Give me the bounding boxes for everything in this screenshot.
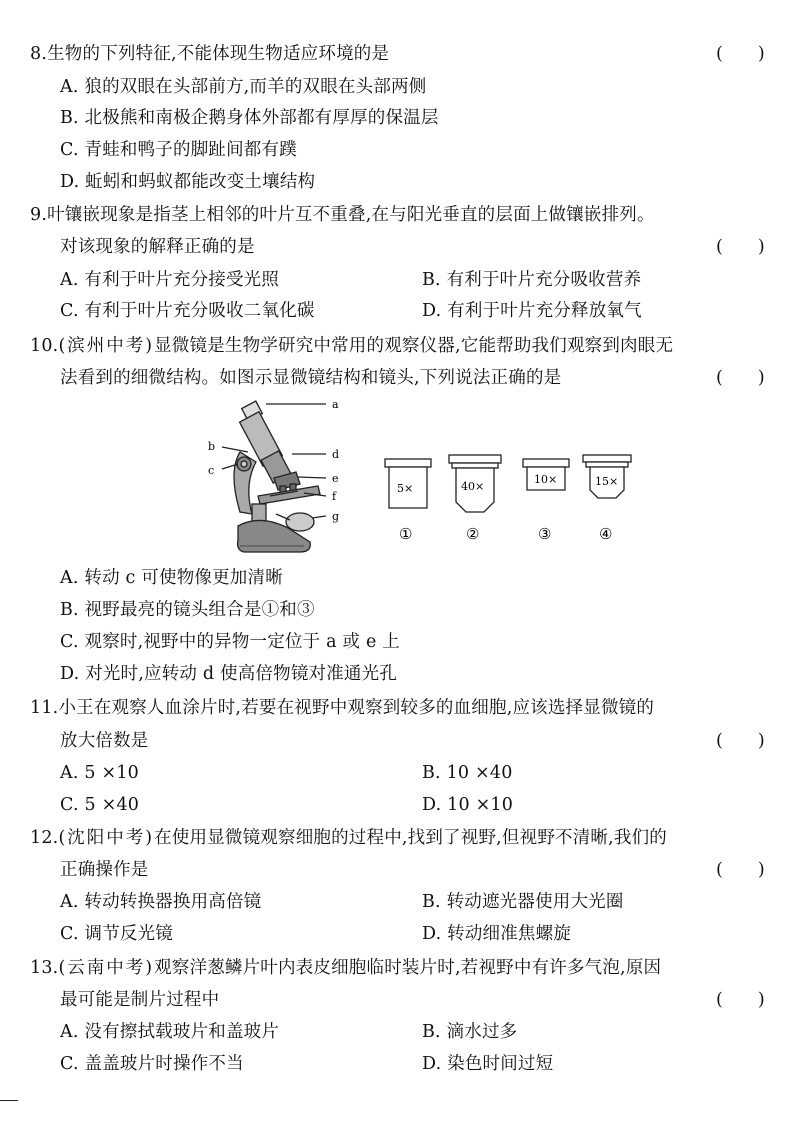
question-text: 显微镜是生物学研究中常用的观察仪器,它能帮助我们观察到肉眼无 [154,336,674,356]
question-12-stem [30,826,667,850]
question-8-stem [30,42,389,66]
option-b: B. 滴水过多 [422,1022,518,1042]
question-text: 叶镶嵌现象是指茎上相邻的叶片互不重叠,在与阳光垂直的层面上做镶嵌排列。 [47,205,655,225]
option-d: D. 蚯蚓和蚂蚁都能改变土壤结构 [60,172,316,192]
lens-1-mark: ① [399,525,413,543]
question-9-stem [30,203,655,227]
option-c: C. 盖盖玻片时操作不当 [60,1054,244,1074]
question-text: 生物的下列特征,不能体现生物适应环境的是 [47,44,390,64]
lens-2-text: 40× [461,480,485,493]
question-13-stem [30,956,661,980]
question-number: 13. [30,958,59,978]
option-b: B. 转动遮光器使用大光圈 [422,892,624,912]
option-c: C. 青蛙和鸭子的脚趾间都有蹼 [60,140,297,160]
question-number: 10. [30,336,59,356]
option-d: D. 10 ×10 [422,795,514,815]
lens-3-mark: ③ [538,525,552,543]
microscope-figure [200,392,650,567]
option-a: A. 没有擦拭载玻片和盖玻片 [60,1022,280,1042]
question-source: (云南中考) [58,958,155,978]
option-a: A. 有利于叶片充分接受光照 [60,270,280,290]
option-c: C. 有利于叶片充分吸收二氧化碳 [60,301,315,321]
option-a: A. 转动 c 可使物像更加清晰 [60,568,283,588]
label-a: a [332,398,339,411]
question-11-stem [30,696,654,720]
label-d: d [332,448,340,461]
question-text: 在使用显微镜观察细胞的过程中,找到了视野,但视野不清晰,我们的 [154,828,667,848]
lens-4-mark: ④ [599,525,613,543]
answer-paren: ( ) [716,990,765,1010]
option-c: C. 调节反光镜 [60,924,173,944]
question-text: 观察洋葱鳞片叶内表皮细胞临时装片时,若视野中有许多气泡,原因 [154,958,662,978]
question-source: (滨州中考) [58,336,155,356]
question-10-stem [30,334,673,358]
answer-paren: ( ) [716,860,765,880]
label-c: c [208,464,215,477]
option-d: D. 染色时间过短 [422,1054,554,1074]
question-number: 9. [30,205,48,225]
option-b: B. 10 ×40 [422,763,513,783]
option-a: A. 转动转换器换用高倍镜 [60,892,262,912]
microscope-diagram [200,392,650,567]
label-b: b [208,440,216,453]
option-d: D. 对光时,应转动 d 使高倍物镜对准通光孔 [60,664,398,684]
question-source: (沈阳中考) [58,828,155,848]
question-number: 12. [30,828,59,848]
label-f: f [332,490,337,503]
question-12-stem-cont: 正确操作是 [60,860,149,880]
question-10-stem-cont: 法看到的细微结构。如图示显微镜结构和镜头,下列说法正确的是 [60,368,562,388]
question-11-stem-cont: 放大倍数是 [60,731,149,751]
question-number: 11. [30,698,59,718]
label-e: e [332,472,339,485]
option-b: B. 有利于叶片充分吸收营养 [422,270,642,290]
answer-paren: ( ) [716,731,765,751]
question-text: 小王在观察人血涂片时,若要在视野中观察到较多的血细胞,应该选择显微镜的 [58,698,655,718]
question-9-stem-cont: 对该现象的解释正确的是 [60,237,255,257]
question-number: 8. [30,44,48,64]
page-footer-mark [0,1100,18,1101]
option-c: C. 5 ×40 [60,795,140,815]
answer-paren: ( ) [716,237,765,257]
lens-3-text: 10× [534,473,558,486]
option-d: D. 转动细准焦螺旋 [422,924,572,944]
label-g: g [332,510,340,523]
option-c: C. 观察时,视野中的异物一定位于 a 或 e 上 [60,632,400,652]
answer-paren: ( ) [716,44,765,64]
lens-1-text: 5× [397,482,414,495]
option-a: A. 狼的双眼在头部前方,而羊的双眼在头部两侧 [60,77,427,97]
question-13-stem-cont: 最可能是制片过程中 [60,990,220,1010]
option-b: B. 北极熊和南极企鹅身体外部都有厚厚的保温层 [60,108,439,128]
lens-2-mark: ② [466,525,480,543]
option-d: D. 有利于叶片充分释放氧气 [422,301,642,321]
lens-4-text: 15× [595,475,619,488]
answer-paren: ( ) [716,368,765,388]
option-b: B. 视野最亮的镜头组合是①和③ [60,600,315,620]
option-a: A. 5 ×10 [60,763,139,783]
